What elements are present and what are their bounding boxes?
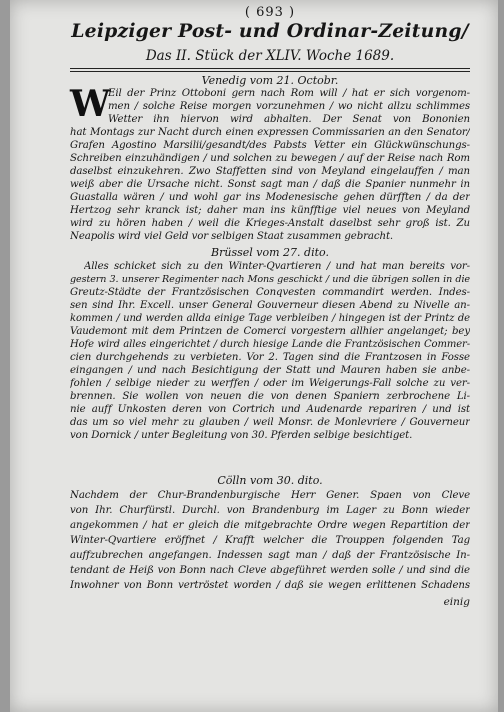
text-line: Grafen Agostino Marsilii/gesandt/des Pabsts Vetter ein Glückwünschungs- xyxy=(70,140,470,151)
text-line: Guastalla wären / und wohl gar ins Modenesische gehen dürfften / da der xyxy=(70,192,470,203)
text-line: wird zu hören haben / weil die Krieges-Anstalt daselbst sehr groß ist. Zu xyxy=(70,218,470,229)
text-line: Wetter ihn hiervon wird abhalten. Der Senat von Bononien xyxy=(108,114,470,125)
drop-cap: W xyxy=(70,83,111,125)
text-line: daselbst einzukehren. Zwo Staffetten sind von Meyland eingelauffen / man xyxy=(70,166,470,177)
dateline-koeln: Cölln vom 30. dito. xyxy=(217,474,323,487)
text-line: weiß aber die Ursache nicht. Sonst sagt man / daß die Spanier nunmehr in xyxy=(70,179,470,190)
masthead-title: Leipziger Post- und Ordinar-Zeitung/ xyxy=(71,20,469,42)
text-line: Greutz-Städte der Frantzösischen Conqvesten commandirt werden. Indes- xyxy=(70,287,470,298)
header-rule-lower xyxy=(70,71,470,72)
text-line: Nachdem der Chur-Brandenburgische Herr Gener. Spaen von Cleve xyxy=(70,490,470,501)
text-line: eingangen / und nach Besichtigung der Statt und Mauren haben sie anbe- xyxy=(70,365,470,376)
text-line: hat Montags zur Nacht durch einen expressen Commissarien an den Senator/ xyxy=(70,127,470,138)
text-line: sen sind Ihr. Excell. unser General Gouverneur diesen Abend zu Nivelle an- xyxy=(70,300,470,311)
text-line: Schreiben einzuhändigen / und solchen zu bewegen / auf der Reise nach Rom xyxy=(70,153,470,164)
text-line: angekommen / hat er gleich die mitgebrachte Ordre wegen Repartition der xyxy=(70,520,470,531)
text-line: cien durchgehends zu verbieten. Vor 2. Tagen sind die Frantzosen in Fosse xyxy=(70,352,470,363)
text-line: fohlen / selbige nieder zu werffen / oder im Weigerungs-Fall solche zu ver- xyxy=(70,378,470,389)
text-line: von Ihr. Churfürstl. Durchl. von Brandenburg im Lager zu Bonn wieder xyxy=(70,505,470,516)
text-line: Vaudemont mit dem Printzen de Comerci vorgestern allhier angelanget; bey xyxy=(70,326,470,337)
text-line: Hertzog sehr kranck ist; daher man ins künfftige viel neues von Meyland xyxy=(70,205,470,216)
text-line: Winter-Qvartiere eröffnet / Krafft welcher die Trouppen folgenden Tag xyxy=(70,535,470,546)
dateline-bruessel: Brüssel vom 27. dito. xyxy=(211,246,329,259)
page-number: ( 693 ) xyxy=(244,5,296,20)
text-line: das um so viel mehr zu glauben / weil Monsr. de Monlevriere / Gouverneur xyxy=(70,417,470,428)
text-line: Inwohner von Bonn vertröstet worden / daß sie wegen erlittenen Schadens xyxy=(70,580,470,591)
issue-line: Das II. Stück der XLIV. Woche 1689. xyxy=(145,48,395,64)
text-line: tendant de Heiß von Bonn nach Cleve abgeführet werden solle / und sind die xyxy=(70,565,470,576)
text-line: Alles schicket sich zu den Winter-Qvartieren / und hat man bereits vor- xyxy=(84,261,470,272)
text-line: gestern 3. unserer Regimenter nach Mons geschickt / und die übrigen sollen in die xyxy=(70,274,470,285)
header-rule xyxy=(70,68,470,69)
text-line: brennen. Sie wollen von neuen die von denen Spaniern zerbrochene Li- xyxy=(70,391,470,402)
text-line: men / solche Reise morgen vorzunehmen / wo nicht allzu schlimmes xyxy=(108,101,470,112)
newspaper-page xyxy=(10,0,498,712)
text-line: von Dornick / unter Begleitung von 30. Pferden selbige besichtiget. xyxy=(70,430,413,441)
text-line: auffzubrechen angefangen. Indessen sagt man / daß der Frantzösische In- xyxy=(70,550,470,561)
text-line: nie auff Unkosten deren von Cortrich und Audenarde repariren / und ist xyxy=(70,404,470,415)
catchword: einig xyxy=(443,596,470,608)
text-line: kommen / und werden allda einige Tage verbleiben / hingegen ist der Printz de xyxy=(70,313,470,324)
dateline-venedig: Venedig vom 21. Octobr. xyxy=(201,74,339,87)
text-line: Neapolis wird viel Geld vor selbigen Staat zusammen gebracht. xyxy=(70,231,394,242)
text-line: Hofe wird alles eingerichtet / durch hiesige Lande die Frantzösischen Commer- xyxy=(70,339,470,350)
text-line: Eil der Prinz Ottoboni gern nach Rom will / hat er sich vorgenom- xyxy=(108,88,470,99)
